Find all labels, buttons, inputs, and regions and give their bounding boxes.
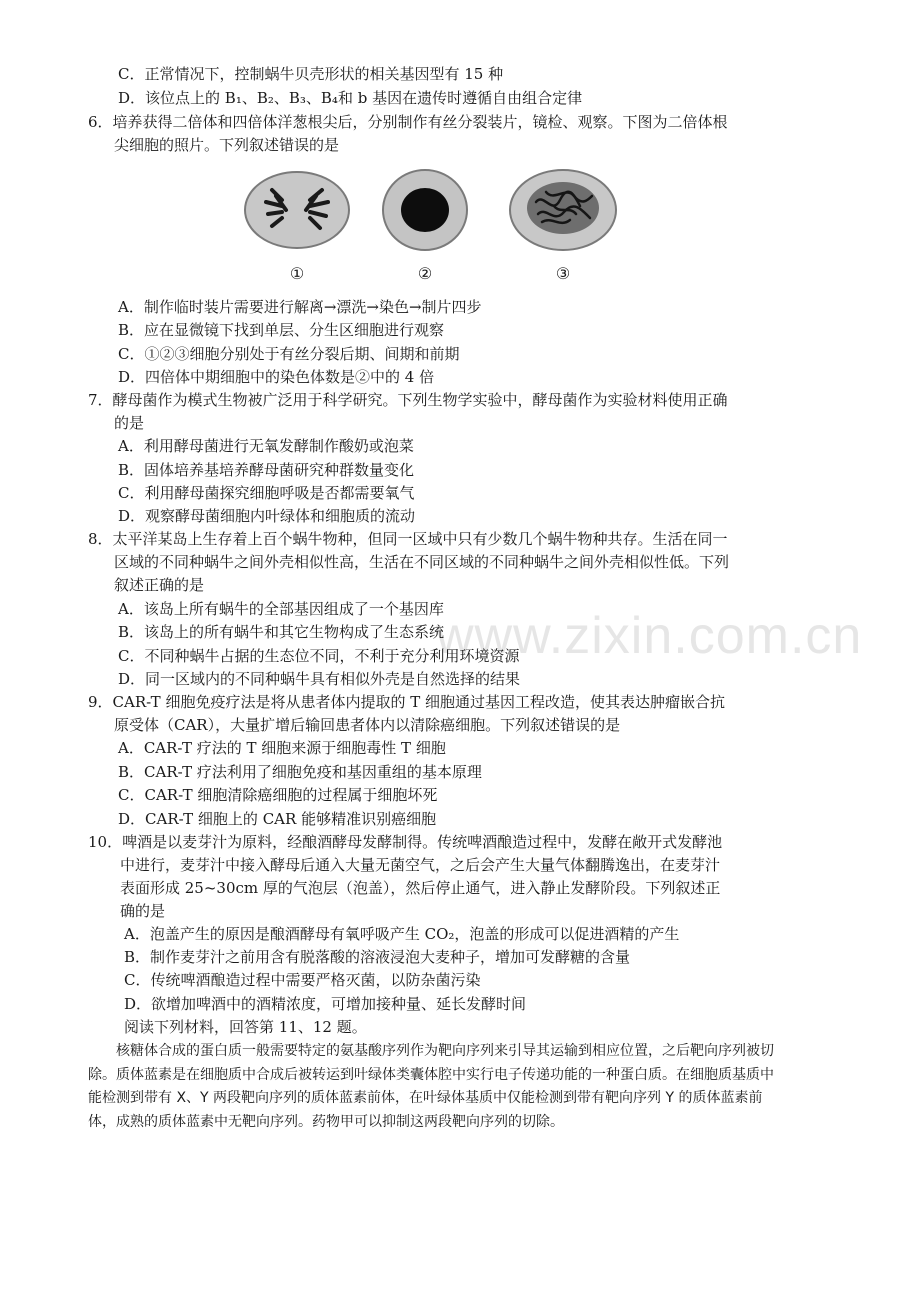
q6-stem-line1: 6．培养获得二倍体和四倍体洋葱根尖后，分别制作有丝分裂装片，镜检、观察。下图为二倍体根 [88, 113, 728, 131]
q6-option-b: B．应在显微镜下找到单层、分生区细胞进行观察 [118, 321, 445, 339]
q9-option-c: C．CAR-T 细胞清除癌细胞的过程属于细胞坏死 [118, 786, 438, 804]
q10-stem-line2: 中进行，麦芽汁中接入酵母后通入大量无菌空气，之后会产生大量气体翻腾逸出，在麦芽汁 [120, 856, 721, 874]
q9-stem-line1: 9．CAR-T 细胞免疫疗法是将从患者体内提取的 T 细胞通过基因工程改造，使其表达肿瘤嵌合抗 [88, 693, 725, 711]
q8-option-b: B．该岛上的所有蜗牛和其它生物构成了生态系统 [118, 623, 445, 641]
q10-option-a: A．泡盖产生的原因是酿酒酵母有氧呼吸产生 CO₂，泡盖的形成可以促进酒精的产生 [124, 925, 680, 943]
q5-option-d: D．该位点上的 B₁、B₂、B₃、B₄和 b 基因在遗传时遵循自由组合定律 [118, 89, 583, 107]
q10-option-b: B．制作麦芽汁之前用含有脱落酸的溶液浸泡大麦种子，增加可发酵糖的含量 [124, 948, 631, 966]
q10-stem-line4: 确的是 [120, 902, 166, 920]
q8-stem-line3: 叙述正确的是 [114, 576, 205, 594]
q7-option-c: C．利用酵母菌探究细胞呼吸是否都需要氧气 [118, 484, 415, 502]
watermark: www.zixin.com.cn [436, 607, 863, 665]
q5-option-c: C．正常情况下，控制蜗牛贝壳形状的相关基因型有 15 种 [118, 65, 504, 83]
cell-image-3 [508, 166, 618, 262]
q6-option-a: A．制作临时装片需要进行解离→漂洗→染色→制片四步 [118, 298, 482, 316]
q10-stem-line1: 10．啤酒是以麦芽汁为原料，经酿酒酵母发酵制得。传统啤酒酿造过程中，发酵在敞开式发酵池 [88, 833, 723, 851]
q8-stem-line2: 区域的不同种蜗牛之间外壳相似性高，生活在不同区域的不同种蜗牛之间外壳相似性低。下列 [114, 553, 730, 571]
q10-stem-line3: 表面形成 25~30cm 厚的气泡层（泡盖），然后停止通气，进入静止发酵阶段。下列叙述正 [120, 879, 721, 897]
q9-option-a: A．CAR-T 疗法的 T 细胞来源于细胞毒性 T 细胞 [118, 739, 446, 757]
q7-stem-line1: 7．酵母菌作为模式生物被广泛用于科学研究。下列生物学实验中，酵母菌作为实验材料使用正确 [88, 391, 728, 409]
mitosis-figure [242, 166, 622, 288]
q6-option-c: C．①②③细胞分别处于有丝分裂后期、间期和前期 [118, 345, 460, 363]
figure-label-1: ① [289, 264, 305, 283]
q9-stem-line2: 原受体（CAR），大量扩增后输回患者体内以清除癌细胞。下列叙述错误的是 [114, 716, 621, 734]
q10-option-c: C．传统啤酒酿造过程中需要严格灭菌，以防杂菌污染 [124, 971, 481, 989]
q6-option-d: D．四倍体中期细胞中的染色体数是②中的 4 倍 [118, 368, 435, 386]
q7-option-a: A．利用酵母菌进行无氧发酵制作酸奶或泡菜 [118, 437, 414, 455]
q7-option-d: D．观察酵母菌细胞内叶绿体和细胞质的流动 [118, 507, 416, 525]
cell-image-1 [242, 166, 352, 262]
figure-label-3: ③ [555, 264, 571, 283]
q7-option-b: B．固体培养基培养酵母菌研究种群数量变化 [118, 461, 415, 479]
reading-paragraph: 核糖体合成的蛋白质一般需要特定的氨基酸序列作为靶向序列来引导其运输到相应位置，之后靶向序列被切除。质体蓝素是在细胞质中合成后被转运到叶绿体类囊体腔中实行电子传递功能的一种蛋白质。在细胞质基质中能检测到带有 X、Y 两段靶向序列的质体蓝素前体，在叶绿体基质中仅能检测到带有靶向序列 Y 的质体蓝素前体，成熟的质体蓝素中无靶向序列。药物甲可以抑制这两段靶向序列的切除。 [88, 1043, 774, 1130]
q10-option-d: D．欲增加啤酒中的酒精浓度，可增加接种量、延长发酵时间 [124, 995, 527, 1013]
reading-intro: 阅读下列材料，回答第 11、12 题。 [124, 1018, 367, 1036]
q9-option-d: D．CAR-T 细胞上的 CAR 能够精准识别癌细胞 [118, 810, 437, 828]
q9-option-b: B．CAR-T 疗法利用了细胞免疫和基因重组的基本原理 [118, 763, 482, 781]
q8-stem-line1: 8．太平洋某岛上生存着上百个蜗牛物种，但同一区域中只有少数几个蜗牛物种共存。生活在同一 [88, 530, 728, 548]
q8-option-c: C．不同种蜗牛占据的生态位不同，不利于充分利用环境资源 [118, 647, 520, 665]
q6-stem-line2: 尖细胞的照片。下列叙述错误的是 [114, 136, 340, 154]
q8-option-d: D．同一区域内的不同种蜗牛具有相似外壳是自然选择的结果 [118, 670, 521, 688]
figure-label-2: ② [417, 264, 433, 283]
q8-option-a: A．该岛上所有蜗牛的全部基因组成了一个基因库 [118, 600, 444, 618]
q7-stem-line2: 的是 [114, 414, 145, 432]
cell-image-2 [380, 166, 470, 262]
